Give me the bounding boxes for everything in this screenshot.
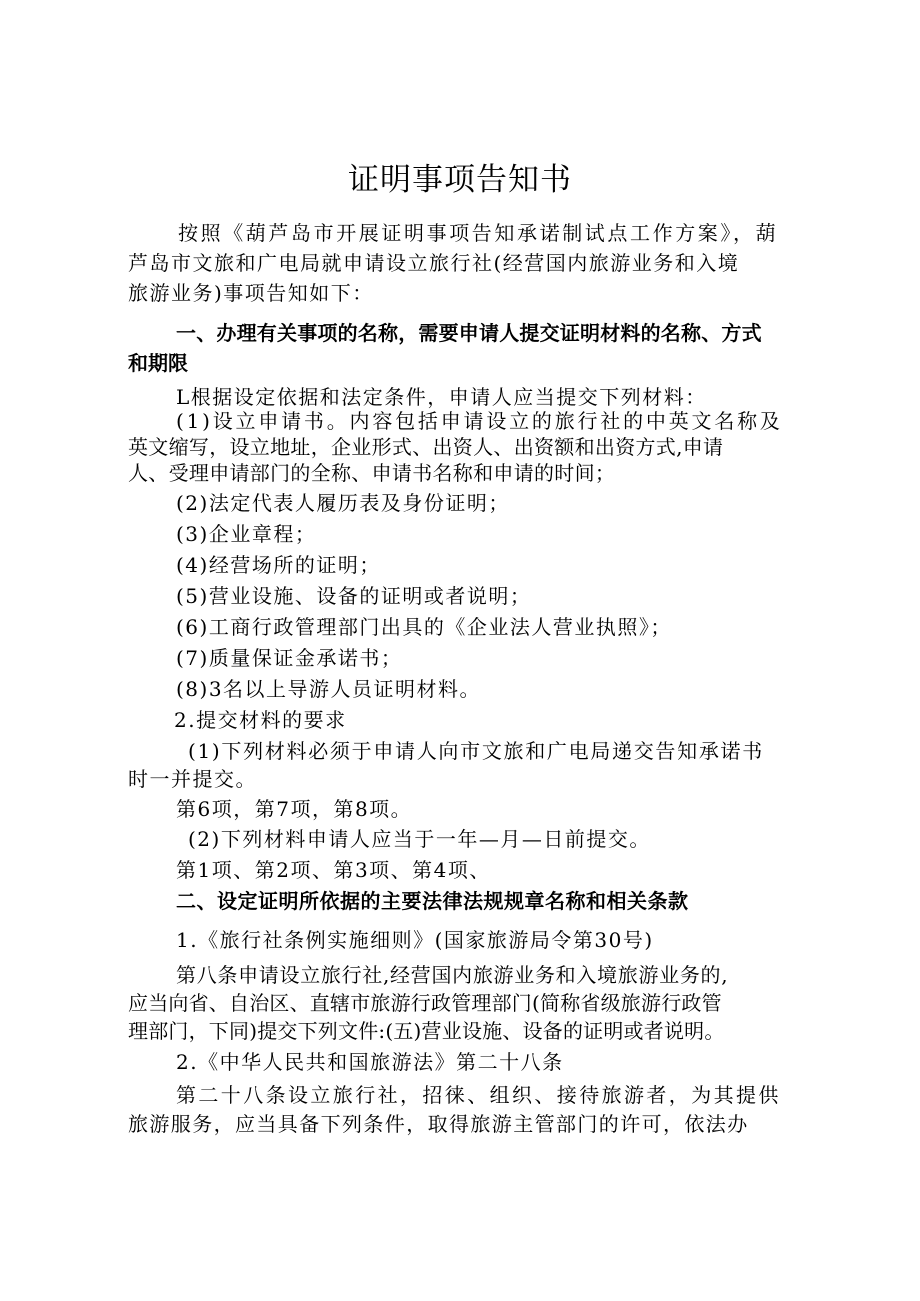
paragraph-line: 时一并提交。 xyxy=(128,767,257,791)
list-item: (7)质量保证金承诺书； xyxy=(176,646,403,670)
paragraph-line: 芦岛市文旅和广电局就申请设立旅行社(经营国内旅游业务和入境 xyxy=(128,251,740,275)
list-item: (2)法定代表人履历表及身份证明； xyxy=(176,491,510,515)
list-item: (4)经营场所的证明； xyxy=(176,553,381,577)
paragraph-line: L根据设定依据和法定条件，申请人应当提交下列材料： xyxy=(176,385,707,409)
paragraph-line: 2.《中华人民共和国旅游法》第二十八条 xyxy=(176,1050,564,1074)
paragraph-line: 旅游业务)事项告知如下： xyxy=(128,281,374,305)
paragraph-line: (2)下列材料申请人应当于一年—月—日前提交。 xyxy=(188,827,651,851)
list-item: 英文缩写，设立地址，企业形式、出资人、出资额和出资方式,申请 xyxy=(128,435,724,459)
paragraph-line: 第二十八条设立旅行社，招徕、组织、接待旅游者，为其提供 xyxy=(176,1083,781,1107)
section-heading: 和期限 xyxy=(128,351,188,375)
section-heading: 一、办理有关事项的名称，需要申请人提交证明材料的名称、方式 xyxy=(176,321,762,345)
list-item: (5)营业设施、设备的证明或者说明； xyxy=(176,584,532,608)
paragraph-line: 理部门，下同)提交下列文件:(五)营业设施、设备的证明或者说明。 xyxy=(128,1019,725,1043)
list-item: (1)设立申请书。内容包括申请设立的旅行社的中英文名称及 xyxy=(176,409,783,433)
paragraph-line: 按照《葫芦岛市开展证明事项告知承诺制试点工作方案》，葫 xyxy=(178,221,779,245)
paragraph-line: (1)下列材料必须于申请人向市文旅和广电局递交告知承诺书 xyxy=(188,739,764,763)
list-item: (3)企业章程； xyxy=(176,522,317,546)
paragraph-line: 第八条申请设立旅行社,经营国内旅游业务和入境旅游业务的, xyxy=(176,963,729,987)
paragraph-line: 第6项，第7项，第8项。 xyxy=(176,797,413,821)
document-title: 证明事项告知书 xyxy=(348,162,572,198)
paragraph-line: 应当向省、自治区、直辖市旅游行政管理部门(简称省级旅游行政管 xyxy=(128,991,722,1015)
paragraph-line: 第1项、第2项、第3项、第4项、 xyxy=(176,858,491,882)
list-item: (8)3名以上导游人员证明材料。 xyxy=(176,677,482,701)
section-heading: 二、设定证明所依据的主要法律法规规章名称和相关条款 xyxy=(176,889,689,913)
paragraph-line: 1.《旅行社条例实施细则》(国家旅游局令第30号) xyxy=(176,928,654,952)
paragraph-line: 2.提交材料的要求 xyxy=(174,708,347,732)
list-item: (6)工商行政管理部门出具的《企业法人营业执照》； xyxy=(176,615,672,639)
paragraph-line: 旅游服务，应当具备下列条件，取得旅游主管部门的许可，依法办 xyxy=(128,1112,749,1136)
list-item: 人、受理申请部门的全称、申请书名称和申请的时间； xyxy=(128,461,616,485)
